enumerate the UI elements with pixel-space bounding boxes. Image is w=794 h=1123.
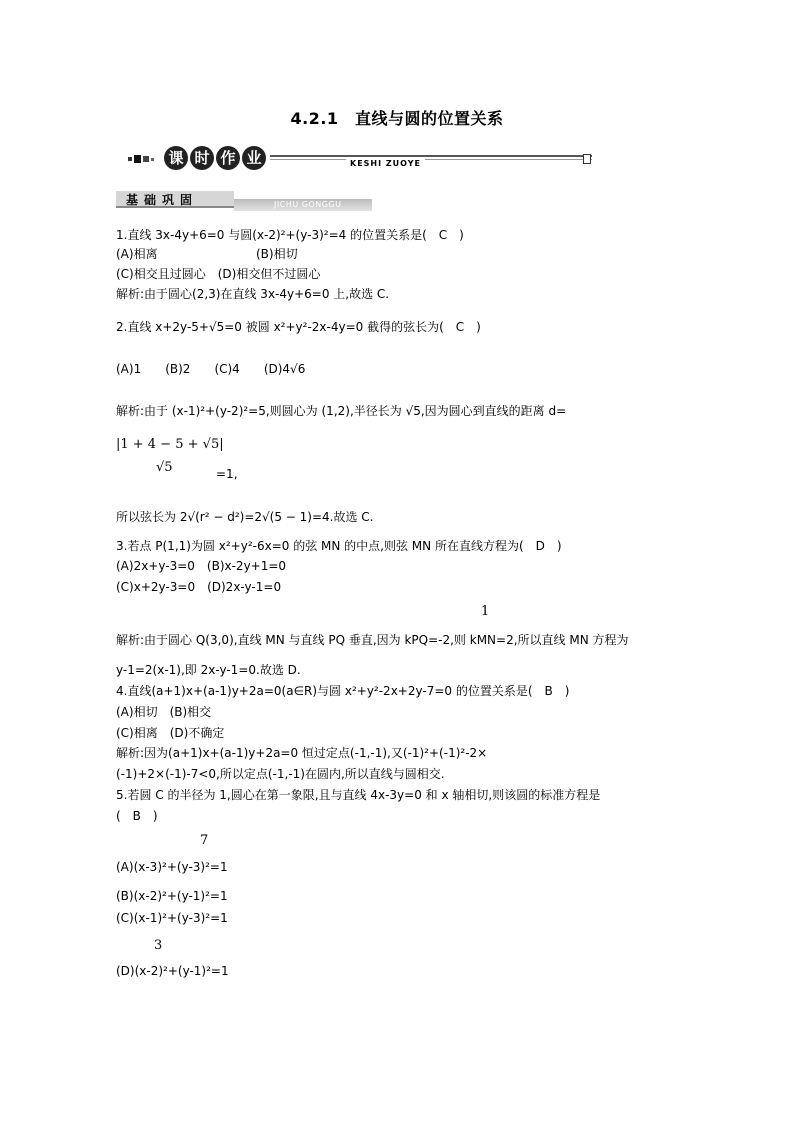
option-b: (B)相切 [256, 247, 298, 261]
solution-2: 解析:由于 (x-1)²+(y-2)²=5,则圆心为 (1,2),半径长为 √5,因为圆心到直线的距离 d= [116, 404, 567, 418]
banner-rule [270, 155, 592, 157]
option-a: (A)相离 [116, 247, 158, 261]
options-cd: (C)相交且过圆心 (D)相交但不过圆心 [116, 267, 321, 281]
question-3: 3.若点 P(1,1)为圆 x²+y²-6x=0 的弦 MN 的中点,则弦 MN 所在直线方程为( D ) [116, 539, 562, 553]
fraction-numerator: 1 [481, 604, 490, 619]
option-b: (B)(x-2)²+(y-1)²=1 [116, 889, 228, 903]
solution-3: 解析:由于圆心 Q(3,0),直线 MN 与直线 PQ 垂直,因为 kPQ=-2,则 kMN=2,所以直线 MN 方程为 [116, 633, 629, 647]
banner-char: 作 [216, 146, 240, 170]
option-a: (A)(x-3)²+(y-3)²=1 [116, 860, 228, 874]
section-title: 基础巩固 [126, 193, 199, 207]
options-cd: (C)相离 (D)不确定 [116, 726, 225, 740]
solution-1: 解析:由于圆心(2,3)在直线 3x-4y+6=0 上,故选 C. [116, 287, 390, 301]
banner-end-mark [583, 154, 591, 164]
banner-title [164, 146, 268, 170]
banner-char: 课 [164, 146, 188, 170]
solution-3-cont: y-1=2(x-1),即 2x-y-1=0.故选 D. [116, 663, 301, 677]
fraction-numerator: |1 + 4 − 5 + √5| [116, 437, 224, 452]
answer-5: ( B ) [116, 809, 158, 823]
question-1: 1.直线 3x-4y+6=0 与圆(x-2)²+(y-3)²=4 的位置关系是( C ) [116, 228, 464, 242]
banner-english: KESHI ZUOYE [346, 159, 425, 168]
options-ab: (A)2x+y-3=0 (B)x-2y+1=0 [116, 559, 287, 573]
section-header [116, 191, 372, 213]
chord-length: 所以弦长为 2√(r² − d²)=2√(5 − 1)=4.故选 C. [116, 510, 374, 524]
option-c: (C)(x-1)²+(y-3)²=1 [116, 911, 228, 925]
fraction-numerator: 7 [200, 833, 209, 848]
section-english: JICHU GONGGU [274, 200, 342, 209]
question-2: 2.直线 x+2y-5+√5=0 被圆 x²+y²-2x-4y=0 截得的弦长为( C ) [116, 320, 481, 334]
fraction-result: =1, [216, 467, 238, 481]
solution-4-cont: (-1)+2×(-1)-7<0,所以定点(-1,-1)在圆内,所以直线与圆相交. [116, 767, 445, 781]
banner-decoration-icon [128, 153, 160, 165]
banner-char: 业 [242, 146, 266, 170]
options-cd: (C)x+2y-3=0 (D)2x-y-1=0 [116, 580, 282, 594]
banner-char: 时 [190, 146, 214, 170]
solution-4: 解析:因为(a+1)x+(a-1)y+2a=0 恒过定点(-1,-1),又(-1)²+(-1)²-2× [116, 746, 488, 760]
banner-rule [270, 159, 592, 160]
question-5: 5.若圆 C 的半径为 1,圆心在第一象限,且与直线 4x-3y=0 和 x 轴相切,则该圆的标准方程是 [116, 788, 601, 802]
fraction-denominator: √5 [156, 460, 173, 475]
homework-banner [128, 146, 468, 174]
question-4: 4.直线(a+1)x+(a-1)y+2a=0(a∈R)与圆 x²+y²-2x+2y-7=0 的位置关系是( B ) [116, 684, 570, 698]
option-d: (D)(x-2)²+(y-1)²=1 [116, 964, 229, 978]
options-2: (A)1 (B)2 (C)4 (D)4√6 [116, 362, 306, 376]
fraction-numerator: 3 [154, 938, 163, 953]
page-title: 4.2.1 直线与圆的位置关系 [290, 109, 504, 128]
options-ab: (A)相切 (B)相交 [116, 705, 212, 719]
